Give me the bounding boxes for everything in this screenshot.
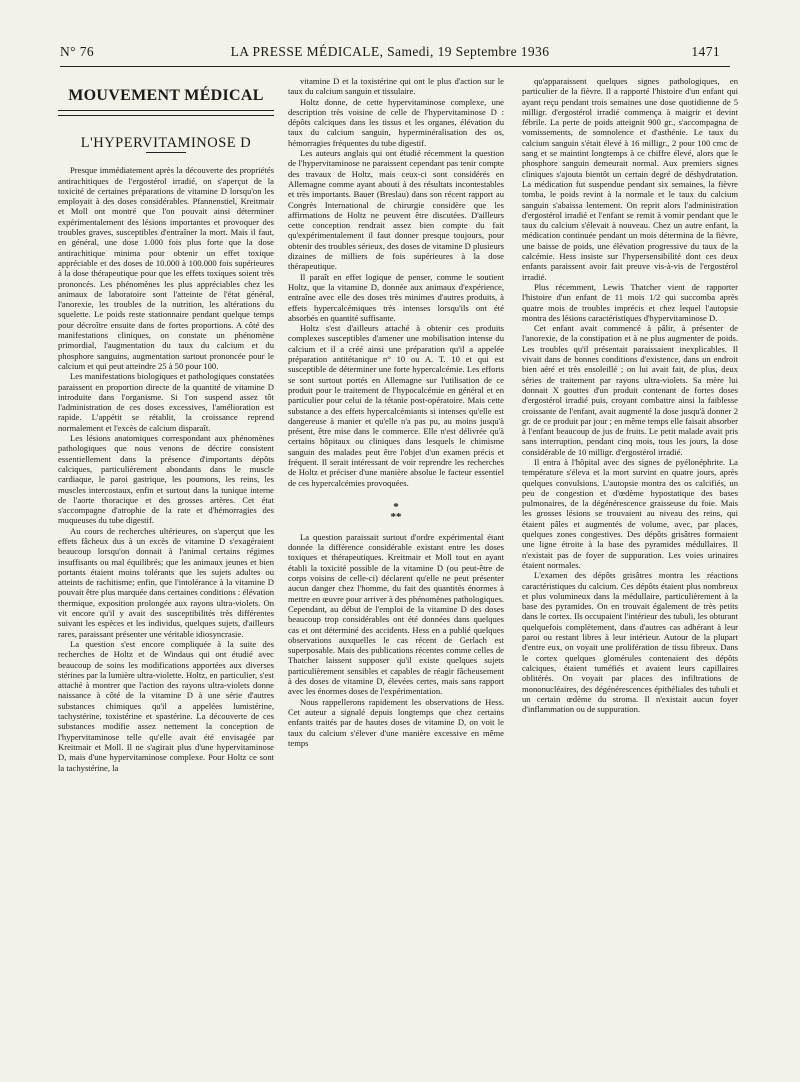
paragraph: La question s'est encore compliquée à la suite des recherches de Holtz et de Windaus qui ont étudié avec beaucoup de soins les modifications apportées aux diverses stérines par la lumière ultra-violette. Holtz, en particulier, s'est attaché à montrer que l'action des rayons ultra-violets donne naissance à côté de la vitamine D à une série d'autres substances chimiques qu'il a appelées lumistérine, tachystérine, toxistérine et spastérine. La découverte de ces substances modifie assez nettement la conception de l'hypervitaminose telle qu'elle avait été envisagée par Kreitmair et Moll. Il ne s'agirait plus d'une hypervitaminose D, mais d'une hypervitaminose complexe. Pour Holtz ce sont la tachystérine, la [58,638,274,773]
column-3 [522,76,738,1066]
column-2-body-top [288,76,504,488]
asterism-line-2: ** [390,510,402,523]
column-1-body [58,165,274,773]
section-title: MOUVEMENT MÉDICAL [68,87,264,104]
paragraph: Les lésions anatomiques correspondant aux phénomènes pathologiques que nous venons de décrire consistent essentiellement dans la présence d'importants dépôts calciques, particulièrement abondants dans le muscle cardiaque, le paroi gastrique, les poumons, les reins, les muscles intercostaux, enfin et surtout dans la tunique interne de l'aorte thoracique et des grosses artères. Cet état s'accompagne d'atrophie de la rate et d'hémorragies des muqueuses du tube digestif. [58,433,274,526]
column-2-body-bottom [288,532,504,748]
section-rule-thin [58,115,274,116]
paragraph: L'examen des dépôts grisâtres montra les réactions caractéristiques du calcium. Ces dépôts étaient plus nombreux et plus volumineux dans la médullaire, particulièrement à la base des pyramides. On en trouvait également de très petits dans le cortex. Ils occupaient l'intérieur des tubuli, les obturant quelquefois complètement, dans d'autres cas adhérant à leur paroi ou restant libres à leur intérieur. Autour de la plupart d'entre eux, on voyait une prolifération de tissu fibreux. Dans le cortex quelques glomérules contenaient des dépôts calciques, étaient tuméfiés et avaient leurs capillaires oblitérés. On voyait par places des infiltrations de mononucléaires, des dégénérescences épithéliales des tubuli et un certain œdème du stroma. Il n'existait aucun foyer d'inflammation ou de suppuration. [522,570,738,715]
paragraph: Holtz donne, de cette hypervitaminose complexe, une description très voisine de celle de l'hypervitaminose D : dépôts calciques dans les tissus et les organes, élévation du taux du calcium sanguin, hyperminéralisation des os, hémorragies fréquentes du tube digestif. [288,96,504,148]
column-1 [58,76,274,1066]
column-2 [288,76,504,1066]
title-underline [146,152,186,153]
paragraph: qu'apparaissent quelques signes pathologiques, en particulier de la fièvre. Il a rapporté l'histoire d'un enfant qui ayant reçu pendant trois semaines une dose quotidienne de 5 milligr. d'ergostérol irradié commença à maigrir et devint fébrile. La perte de poids atteignit 900 gr., s'accompagna de vomissements, de somnolence et d'asthénie. Le taux du calcium sanguin s'était élevé à 16 milligr., 2 pour 100 cmc de sang et se maintint longtemps à ce chiffre élevé, alors que le phosphore sanguin demeurait normal. Aux premiers signes cliniques s'ajouta bientôt un certain degré de déshydratation. La médication fut suspendue pendant six semaines, la fièvre tomba, le poids revint à la normale et le taux du calcium sanguin s'abaissa lentement. On reprit alors l'administration d'ergostérol irradié et l'enfant se remit à vomir pendant que le taux du calcium s'élevait à nouveau. Chez un autre enfant, la médication continuée pendant un mois détermina de la fièvre, une baisse de poids, une élévation progressive du taux de la calcémie. Hess insiste sur l'hypersensibilité dont ces deux enfants paraissent avoir fait preuve vis-à-vis de l'ergostérol irradié. [522,76,738,282]
header-rule [60,66,730,67]
paragraph: Au cours de recherches ultérieures, on s'aperçut que les effets fâcheux dus à un excès de vitamine D s'exagéraient beaucoup lorsqu'on donnait à l'animal certains régimes insuffisants ou mal équilibrés; que les animaux jeunes et bien portants étaient moins tolérants que les sujets adultes ou atteints de rachitisme; enfin, que l'intolérance à la vitamine D pouvait être plus marquée dans certaines conditions : élévation thermique, exposition prolongée aux rayons ultra-violets. On vit encore qu'il y avait des susceptibilités très différentes suivant les espèces et les individus, quelques sujets, d'ailleurs rares, paraissant présenter une véritable idiosyncrasie. [58,525,274,639]
page-number: 1471 [691,44,720,59]
page-header [60,44,720,66]
publication-line: LA PRESSE MÉDICALE, Samedi, 19 Septembre 1936 [230,44,550,59]
paragraph: Il entra à l'hôpital avec des signes de pyélonéphrite. La température s'éleva et la mort survint en quatre jours, après quelques convulsions. L'autopsie montra des os calcifiés, un peu de congestion et d'œdème hypostatique des bases pulmonaires, de la dégénérescence graisseuse du foie. Mais les grosses lésions se trouvaient au niveau des reins, qui étaient pâles et augmentés de volume, avec, par places, quelques zones congestives. Des dépôts grisâtres formaient une ligne étroite à la base des pyramides médullaires. Il n'existait pas de foyer de suppuration. Les voies urinaires étaient normales. [522,456,738,570]
column-3-body [522,76,738,714]
paragraph: Plus récemment, Lewis Thatcher vient de rapporter l'histoire d'un enfant de 11 mois 1/2 qui succomba après quatre mois de troubles imprécis et chez lequel l'autopsie montra des lésions caractéristiques d'hypervitaminose D. [522,281,738,323]
issue-number: N° 76 [60,44,95,59]
section-break-asterism [288,502,504,522]
paragraph: La question paraissait surtout d'ordre expérimental étant donnée la différence considérable existant entre les doses toxiques et thérapeutiques. Kreitmair et Moll tout en ayant établi la toxicité possible de la vitamine D (ou peut-être de corps voisins de celle-ci) déclarent qu'elle ne peut présenter aucun danger chez l'homme, du fait des quantités énormes à mettre en œuvre pour arriver à des phénomènes pathologiques. Cependant, au début de l'emploi de la vitamine D des doses beaucoup trop considérables ont été données dans quelques cas et ont déterminé des accidents. Hess en a publié quelques observations auxquelles le cas récent de Gerlach est superposable. Mais des publications récentes comme celles de Thatcher laissent supposer qu'il existe quelques sujets particulièrement sensibles et capables de réagir fâcheusement à des doses de vitamine D, élevées certes, mais sans rapport avec les énormes doses de l'expérimentation. [288,531,504,697]
paragraph: Cet enfant avait commencé à pâlir, à présenter de l'anorexie, de la constipation et à ne plus augmenter de poids. Les troubles qu'il présentait paraissaient inexplicables. Il vivait dans de bonnes conditions d'existence, dans un endroit bien aéré et très ensoleillé ; on lui avait fait, de plus, deux séries de traitement par rayons ultra-violets. Sa mère lui donnait X gouttes d'un produit contenant de fortes doses d'ergostérol irradié puis, croyant combattre ainsi la faiblesse croissante de l'enfant, avait augmenté la dose jusqu'à donner 2 gr. de ce produit par jour ; en même temps elle faisait absorber à l'enfant beaucoup de jus de fruits. Le petit malade avait pris sans interruption, pendant cinq mois, tous les jours, la dose considérable de 10 milligr. d'ergostérol irradié. [522,323,738,457]
paragraph: vitamine D et la toxistérine qui ont le plus d'action sur le taux du calcium sanguin et tissulaire. [288,76,504,97]
paragraph: Holtz s'est d'ailleurs attaché à obtenir ces produits complexes susceptibles d'amener une mobilisation intense du calcium et il a créé ainsi une préparation qu'il a appelée préparation antitétanique n° 10 ou A. T. 10 et qui est susceptible de déterminer une forte hypercalcémie. Les efforts se sont surtout portés en Allemagne sur l'utilisation de ce produit pour le traitement de l'hypocalcémie en général et en particulier pour celui de la tétanie post-opératoire. Mais cette substance a des effets hypercalcémiants si intenses qu'elle est dangereuse à manier et qu'elle n'a pas pu, au moins jusqu'à présent, être mise dans le commerce. Elle n'est délivrée qu'à certains hôpitaux ou cliniques dans lesquels le chimisme sanguin des malades peut être l'objet d'un examen précis et fréquent. Il serait intéressant de voir reprendre les recherches de Holtz et préciser d'une manière absolue le facteur essentiel de ces hypercalcémies provoquées. [288,323,504,488]
paragraph: Nous rappellerons rapidement les observations de Hess. Cet auteur a signalé depuis longtemps que chez certains enfants traités par de hautes doses de vitamine D, on voit le taux du calcium s'élever d'une manière excessive en même temps [288,696,504,748]
paragraph: Presque immédiatement après la découverte des propriétés antirachitiques de l'ergostérol irradié, on s'aperçut de la toxicité de certaines préparations de vitamine D lorsqu'on les employait à des doses considérables. Pfannenstiel, Kreitmair et Moll ont montré que l'on pouvait ainsi déterminer expérimentalement des lésions importantes et provoquer des troubles graves, susceptibles d'entraîner la mort. Mais il faut, en général, une dose 1.000 fois plus forte que la dose antirachitique minima pour obtenir un effet toxique appréciable et des doses de 10.000 à 100.000 fois supérieures à la dose thérapeutique pour que les effets toxiques soient très prononcés. Les phénomènes les plus appréciables chez les animaux de laboratoire sont l'atteinte de l'état général, l'anorexie, les troubles de la nutrition, les altérations du squelette. Le poids reste stationnaire pendant quelque temps pour décroître ensuite dans de fortes proportions. A côté des manifestations cliniques, on constate un phénomène primordial, l'augmentation du taux du calcium et du phosphore sanguins, augmentation surtout prononcée pour le calcium et qui peut atteindre 25 à 50 pour 100. [58,165,274,371]
section-rule [58,110,274,111]
asterism-line-1: * [393,500,399,513]
paragraph: Il paraît en effet logique de penser, comme le soutient Holtz, que la vitamine D, donnée aux animaux d'expérience, entraîne avec elle des doses très minimes d'autres produits, à effets hypercalcémiques très intenses lorsqu'ils ont été absorbés en quantité suffisante. [288,271,504,323]
article-title: L'HYPERVITAMINOSE D [80,135,252,151]
paragraph: Les auteurs anglais qui ont étudié récemment la question de l'hypervitaminose ne paraissent cependant pas tenir compte des travaux de Holtz, mais ceux-ci sont considérés en Allemagne comme ayant abouti à des résultats incontestables et très importants. Bauer (Breslau) dans son récent rapport au Congrès International de chirurgie considère que les affirmations de Holtz ne peuvent être discutées. D'ailleurs cette conception rendrait assez bien compte du fait qu'expérimentalement il faut donner presque toujours, pour obtenir des troubles sérieux, des doses de vitamine D plusieurs dizaines de milliers de fois supérieures à la dose thérapeutique. [288,148,504,272]
paragraph: Les manifestations biologiques et pathologiques constatées paraissent en proportion directe de la quantité de vitamine D introduite dans l'organisme. Si l'on suspend assez tôt l'administration de ces doses excessives, l'amélioration est rapide. L'appétit se rétablit, la croissance reprend normalement et l'excès de calcium disparaît. [58,371,274,433]
